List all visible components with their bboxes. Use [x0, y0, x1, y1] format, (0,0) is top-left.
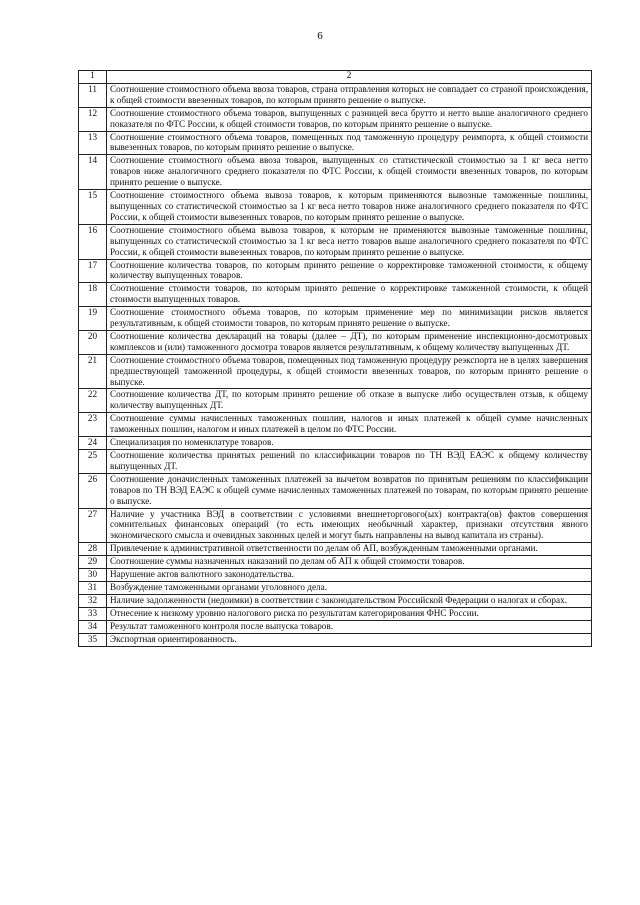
row-number: 34	[79, 620, 107, 633]
table-header-row	[79, 71, 592, 84]
table-row	[79, 633, 592, 646]
header-col-number: 1	[79, 71, 107, 84]
row-number: 30	[79, 569, 107, 582]
row-number: 20	[79, 330, 107, 354]
row-text: Соотношение доначисленных таможенных платежей за вычетом возвратов по принятым решениям по классификации товаров по ТН ВЭД ЕАЭС к общей сумме начисленных таможенных платежей по товарам, по которым принято решение о выпуске.	[107, 473, 592, 508]
row-text: Соотношение стоимостного объема вывоза товаров, к которым применяются вывозные таможенные пошлины, выпущенных со статистической стоимостью за 1 кг веса нетто товаров ниже аналогичного среднего показателя по ФТС России, к общей стоимости вывезенных товаров, по которым принято решение о выпуске.	[107, 190, 592, 225]
table-row	[79, 354, 592, 389]
table-row	[79, 437, 592, 450]
row-text: Соотношение стоимостного объема вывоза товаров, к которым не применяются вывозные таможенные пошлины, выпущенных со статистической стоимостью за 1 кг веса нетто товаров выше аналогичного среднего показателя по ФТС России, к общей стоимости вывезенных товаров, по которым принято решение о выпуске.	[107, 224, 592, 259]
table-row	[79, 607, 592, 620]
row-text: Специализация по номенклатуре товаров.	[107, 437, 592, 450]
row-number: 23	[79, 413, 107, 437]
row-text: Соотношение стоимостного объема товаров, выпущенных с разницей веса брутто и нетто выше аналогичного среднего показателя по ФТС России, к общей стоимости товаров, по которым принято решение о выпуске.	[107, 107, 592, 131]
row-text: Результат таможенного контроля после выпуска товаров.	[107, 620, 592, 633]
row-number: 21	[79, 354, 107, 389]
row-number: 28	[79, 543, 107, 556]
row-number: 32	[79, 594, 107, 607]
row-text: Соотношение стоимостного объема ввоза товаров, страна отправления которых не совпадает со страной происхождения, к общей стоимости ввезенных товаров, по которым принято решение о выпуске.	[107, 83, 592, 107]
row-number: 29	[79, 556, 107, 569]
table-row	[79, 581, 592, 594]
table-row	[79, 259, 592, 283]
row-number: 12	[79, 107, 107, 131]
row-text: Наличие задолженности (недоимки) в соответствии с законодательством Российской Федерации о налогах и сборах.	[107, 594, 592, 607]
row-number: 25	[79, 450, 107, 474]
table-row	[79, 83, 592, 107]
table-row	[79, 224, 592, 259]
row-text: Привлечение к административной ответственности по делам об АП, возбужденным таможенными органами.	[107, 543, 592, 556]
row-text: Соотношение количества принятых решений по классификации товаров по ТН ВЭД ЕАЭС к общему количеству выпущенных ДТ.	[107, 450, 592, 474]
row-number: 26	[79, 473, 107, 508]
row-text: Соотношение количества деклараций на товары (далее – ДТ), по которым применение инспекционно-досмотровых комплексов и (или) таможенного досмотра товаров является результативным, к общему количеству выпущенных ДТ.	[107, 330, 592, 354]
row-text: Соотношение стоимостного объема ввоза товаров, выпущенных со статистической стоимостью за 1 кг веса нетто товаров ниже аналогичного среднего показателя по ФТС России, к общей стоимости ввезенных товаров, по которым принято решение о выпуске.	[107, 155, 592, 190]
table-row	[79, 569, 592, 582]
row-number: 13	[79, 131, 107, 155]
table-row	[79, 620, 592, 633]
table-row	[79, 283, 592, 307]
row-number: 15	[79, 190, 107, 225]
row-text: Нарушение актов валютного законодательства.	[107, 569, 592, 582]
table-row	[79, 543, 592, 556]
table-row	[79, 131, 592, 155]
row-number: 27	[79, 508, 107, 543]
criteria-table	[78, 70, 592, 647]
row-number: 18	[79, 283, 107, 307]
row-number: 16	[79, 224, 107, 259]
row-text: Экспортная ориентированность.	[107, 633, 592, 646]
table-row	[79, 330, 592, 354]
row-text: Соотношение стоимостного объема товаров, по которым применение мер по минимизации рисков является результативным, к общей стоимости товаров, по которым принято решение о выпуске.	[107, 307, 592, 331]
header-col-description: 2	[107, 71, 592, 84]
table-row	[79, 473, 592, 508]
row-text: Соотношение количества ДТ, по которым принято решение об отказе в выпуске либо осуществлен отзыв, к общему количеству выпущенных ДТ.	[107, 389, 592, 413]
row-text: Соотношение количества товаров, по которым принято решение о корректировке таможенной стоимости, к общему количеству выпущенных товаров.	[107, 259, 592, 283]
table-row	[79, 190, 592, 225]
row-text: Соотношение стоимостного объема товаров, помещенных под таможенную процедуру реимпорта, к общей стоимости вывезенных товаров, по которым принято решение о выпуске.	[107, 131, 592, 155]
row-number: 35	[79, 633, 107, 646]
table-row	[79, 389, 592, 413]
table-row	[79, 594, 592, 607]
row-number: 17	[79, 259, 107, 283]
row-number: 11	[79, 83, 107, 107]
table-row	[79, 413, 592, 437]
table-row	[79, 556, 592, 569]
row-text: Соотношение суммы начисленных таможенных пошлин, налогов и иных платежей к общей сумме начисленных таможенных пошлин, налогом и иных платежей в целом по ФТС России.	[107, 413, 592, 437]
table-row	[79, 155, 592, 190]
row-text: Возбуждение таможенными органами уголовного дела.	[107, 581, 592, 594]
row-text: Наличие у участника ВЭД в соответствии с условиями внешнеторгового(ых) контракта(ов) фактов совершения сомнительных финансовых операций (то есть имеющих необычный характер, признаки отсутствия явного экономического смысла и очевидных законных целей и могут быть направлены на вывод капитала из страны).	[107, 508, 592, 543]
row-number: 22	[79, 389, 107, 413]
row-text: Соотношение стоимостного объема товаров, помещенных под таможенную процедуру реэкспорта не в целях завершения предшествующей таможенной процедуры, к общей стоимости ввезенных товаров, по которым принято решение о выпуске.	[107, 354, 592, 389]
page-number: 6	[317, 30, 323, 42]
table-row	[79, 450, 592, 474]
row-text: Соотношение стоимости товаров, по которым принято решение о корректировке таможенной стоимости, к общей стоимости выпущенных товаров.	[107, 283, 592, 307]
table-row	[79, 307, 592, 331]
row-number: 24	[79, 437, 107, 450]
row-text: Отнесение к низкому уровню налогового риска по результатам категорирования ФНС России.	[107, 607, 592, 620]
table-row	[79, 508, 592, 543]
row-text: Соотношение суммы назначенных наказаний по делам об АП к общей стоимости товаров.	[107, 556, 592, 569]
row-number: 33	[79, 607, 107, 620]
row-number: 14	[79, 155, 107, 190]
row-number: 31	[79, 581, 107, 594]
row-number: 19	[79, 307, 107, 331]
table-row	[79, 107, 592, 131]
